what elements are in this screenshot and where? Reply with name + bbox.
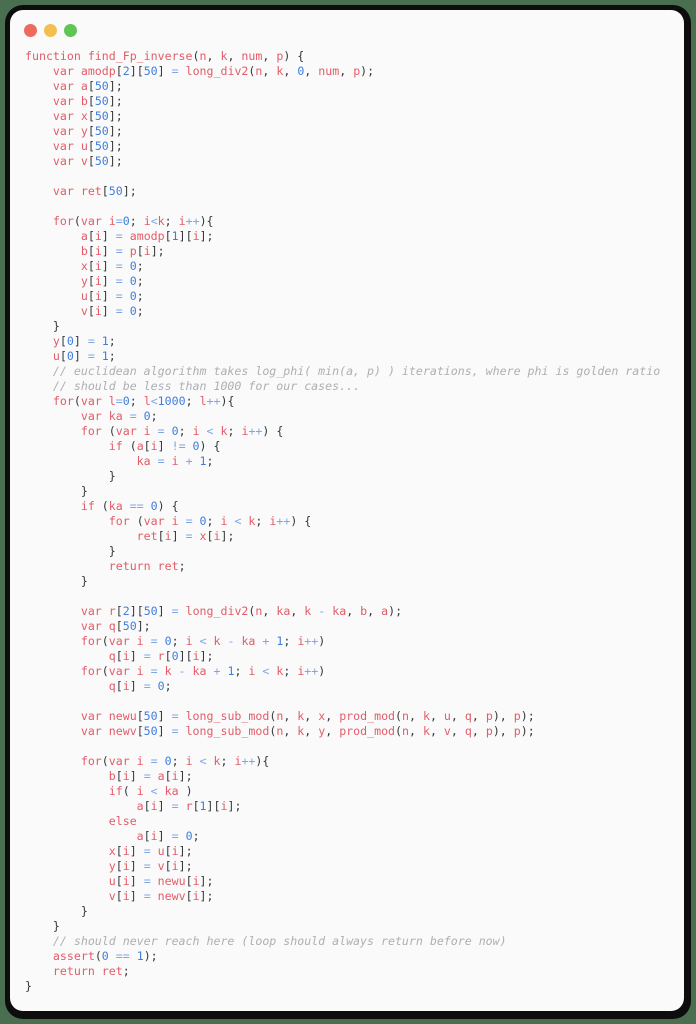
code-line: } bbox=[25, 904, 88, 918]
code-line: y[0] = 1; bbox=[25, 334, 116, 348]
code-line: ka = i + 1; bbox=[25, 454, 214, 468]
code-line: var newu[50] = long_sub_mod(n, k, x, prod_mod(n, k, u, q, p), p); bbox=[25, 709, 535, 723]
code-line: var b[50]; bbox=[25, 94, 123, 108]
code-line: var ret[50]; bbox=[25, 184, 137, 198]
code-line bbox=[25, 694, 684, 709]
code-line: a[i] = 0; bbox=[25, 829, 200, 843]
code-line: var y[50]; bbox=[25, 124, 123, 138]
code-line: u[i] = newu[i]; bbox=[25, 874, 214, 888]
code-line: } bbox=[25, 319, 60, 333]
code-line: u[i] = 0; bbox=[25, 289, 144, 303]
code-line: var ka = 0; bbox=[25, 409, 158, 423]
code-line bbox=[25, 169, 684, 184]
code-line: u[0] = 1; bbox=[25, 349, 116, 363]
code-line: a[i] = r[1][i]; bbox=[25, 799, 242, 813]
code-line bbox=[25, 199, 684, 214]
code-line: if( i < ka ) bbox=[25, 784, 193, 798]
code-line: for(var i = 0; i < k; i++){ bbox=[25, 754, 270, 768]
code-line: y[i] = 0; bbox=[25, 274, 144, 288]
code-line: var u[50]; bbox=[25, 139, 123, 153]
code-line: a[i] = amodp[1][i]; bbox=[25, 229, 214, 243]
code-line: for (var i = 0; i < k; i++) { bbox=[25, 424, 284, 438]
code-line: return ret; bbox=[25, 964, 130, 978]
code-line: x[i] = u[i]; bbox=[25, 844, 193, 858]
code-line: } bbox=[25, 574, 88, 588]
code-line: // should be less than 1000 for our cases... bbox=[25, 379, 361, 393]
code-line bbox=[25, 589, 684, 604]
minimize-button[interactable] bbox=[44, 24, 57, 37]
code-line: for(var i = k - ka + 1; i < k; i++) bbox=[25, 664, 326, 678]
code-line: assert(0 == 1); bbox=[25, 949, 158, 963]
code-line: if (a[i] != 0) { bbox=[25, 439, 221, 453]
code-line: } bbox=[25, 979, 32, 993]
code-line: for (var i = 0; i < k; i++) { bbox=[25, 514, 312, 528]
code-line: } bbox=[25, 544, 116, 558]
code-line: var amodp[2][50] = long_div2(n, k, 0, num, p); bbox=[25, 64, 375, 78]
code-line: x[i] = 0; bbox=[25, 259, 144, 273]
code-window bbox=[10, 10, 684, 1011]
code-line: return ret; bbox=[25, 559, 186, 573]
code-line: for(var i = 0; i < k - ka + 1; i++) bbox=[25, 634, 326, 648]
code-line: b[i] = p[i]; bbox=[25, 244, 165, 258]
close-button[interactable] bbox=[24, 24, 37, 37]
code-line: if (ka == 0) { bbox=[25, 499, 179, 513]
code-line: var r[2][50] = long_div2(n, ka, k - ka, b, a); bbox=[25, 604, 403, 618]
code-line: // should never reach here (loop should always return before now) bbox=[25, 934, 507, 948]
code-line: else bbox=[25, 814, 137, 828]
code-line: for(var i=0; i<k; i++){ bbox=[25, 214, 214, 228]
code-line: var x[50]; bbox=[25, 109, 123, 123]
zoom-button[interactable] bbox=[64, 24, 77, 37]
code-line: var a[50]; bbox=[25, 79, 123, 93]
window-controls bbox=[10, 10, 684, 37]
code-line: b[i] = a[i]; bbox=[25, 769, 193, 783]
code-line: function find_Fp_inverse(n, k, num, p) { bbox=[25, 49, 305, 63]
code-line: ret[i] = x[i]; bbox=[25, 529, 235, 543]
code-line: y[i] = v[i]; bbox=[25, 859, 193, 873]
code-line: var v[50]; bbox=[25, 154, 123, 168]
code-line: v[i] = newv[i]; bbox=[25, 889, 214, 903]
code-line: q[i] = 0; bbox=[25, 679, 172, 693]
code-line: q[i] = r[0][i]; bbox=[25, 649, 214, 663]
code-line: var newv[50] = long_sub_mod(n, k, y, prod_mod(n, k, v, q, p), p); bbox=[25, 724, 535, 738]
code-line: var q[50]; bbox=[25, 619, 151, 633]
code-line: } bbox=[25, 919, 60, 933]
code-line: v[i] = 0; bbox=[25, 304, 144, 318]
code-line bbox=[25, 739, 684, 754]
code-line: } bbox=[25, 469, 116, 483]
code-line: for(var l=0; l<1000; l++){ bbox=[25, 394, 235, 408]
code-line: // euclidean algorithm takes log_phi( min(a, p) ) iterations, where phi is golden ratio bbox=[25, 364, 661, 378]
code-block bbox=[25, 49, 684, 994]
code-line: } bbox=[25, 484, 88, 498]
